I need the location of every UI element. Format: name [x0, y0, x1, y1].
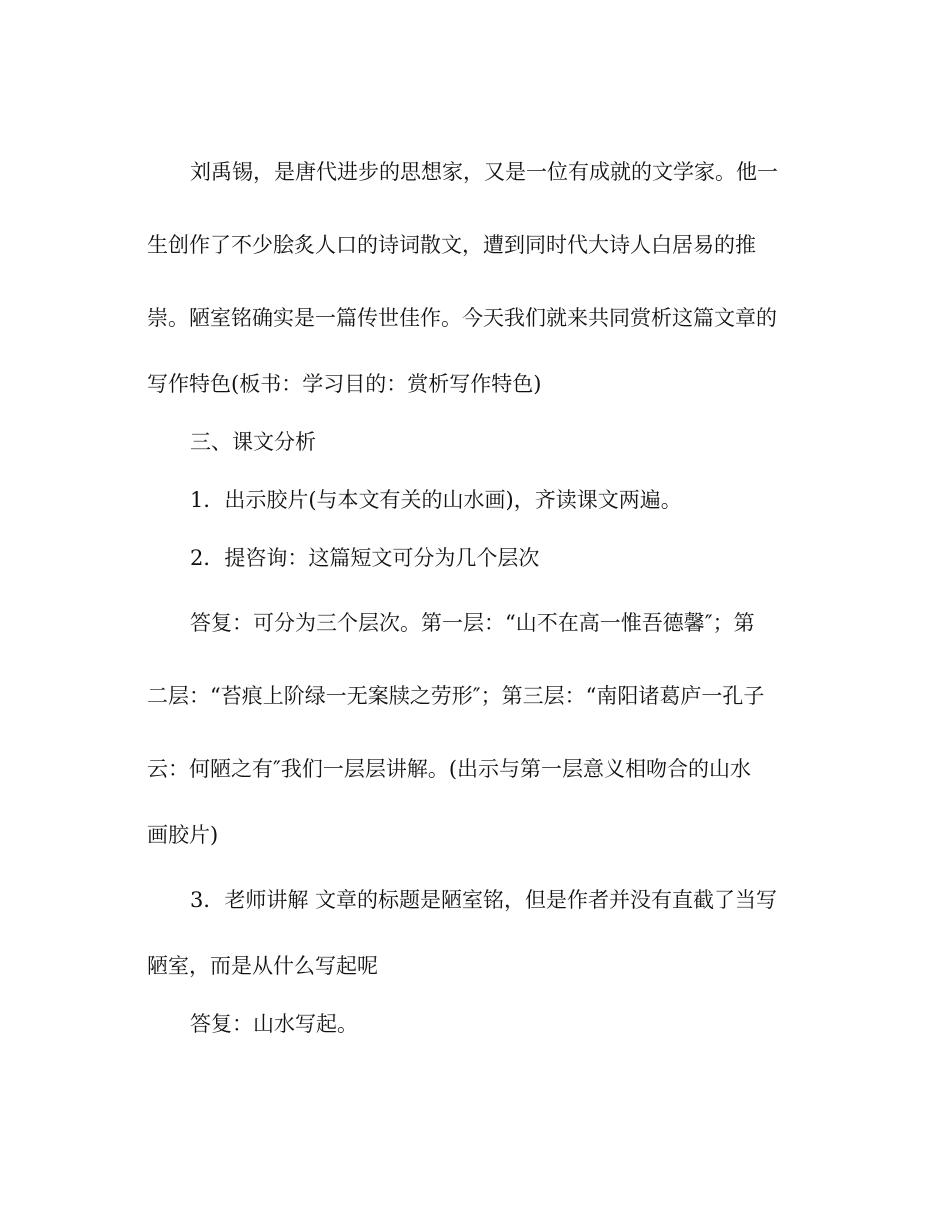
- list-item: 2．提咨询：这篇短文可分为几个层次: [190, 546, 540, 570]
- paragraph-line: 云：何陋之有″我们一层层讲解。(出示与第一层意义相吻合的山水: [147, 757, 752, 781]
- list-item: 1．出示胶片(与本文有关的山水画)，齐读课文两遍。: [190, 488, 682, 512]
- paragraph-line: 刘禹锡，是唐代进步的思想家，又是一位有成就的文学家。他一: [190, 160, 778, 184]
- paragraph-line: 答复：可分为三个层次。第一层：“山不在高一惟吾德馨″；第: [190, 611, 755, 635]
- paragraph-line: 写作特色(板书：学习目的：赏析写作特色): [147, 372, 542, 396]
- paragraph-line: 崇。陋室铭确实是一篇传世佳作。今天我们就来共同赏析这篇文章的: [147, 306, 777, 330]
- list-item: 3．老师讲解 文章的标题是陋室铭，但是作者并没有直截了当写: [190, 888, 778, 912]
- paragraph-line: 生创作了不少脍炙人口的诗词散文，遭到同时代大诗人白居易的推: [147, 233, 756, 257]
- document-body: [147, 136, 807, 1053]
- section-heading: 三、课文分析: [190, 430, 316, 454]
- paragraph-line: 画胶片): [147, 823, 219, 847]
- paragraph-line: 二层：“苔痕上阶绿一无案牍之劳形″；第三层：“南阳诸葛庐一孔子: [147, 684, 765, 708]
- paragraph-line: 陋室，而是从什么写起呢: [147, 954, 378, 978]
- paragraph-line: 答复：山水写起。: [190, 1012, 358, 1036]
